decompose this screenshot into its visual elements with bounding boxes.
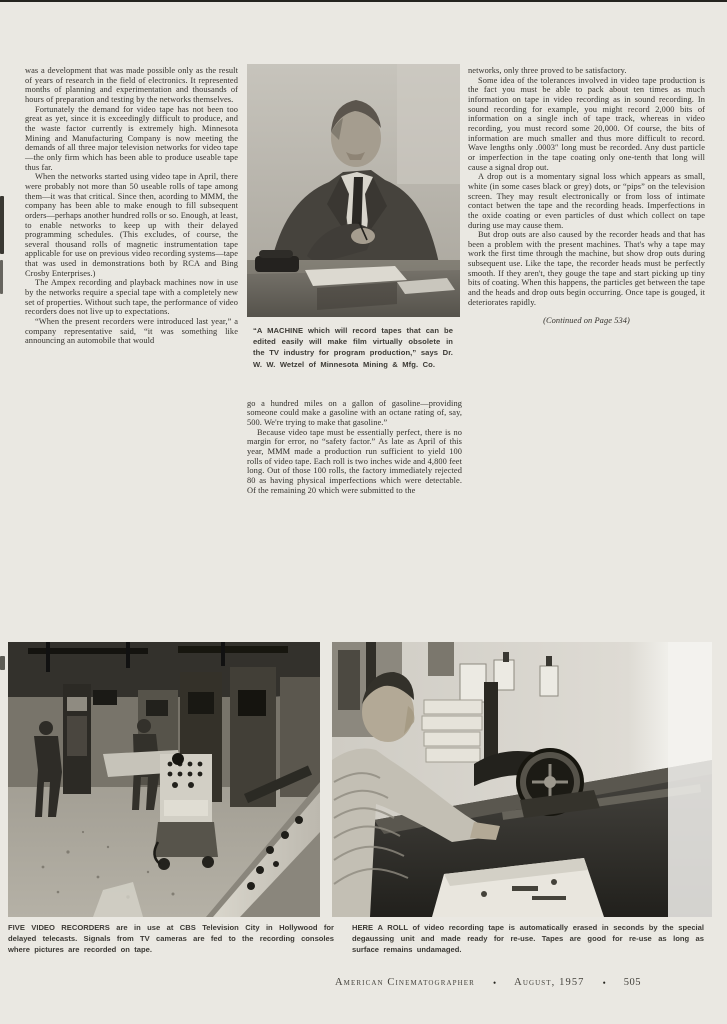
body-paragraph: was a development that was made possible only as the result of years of research in the field of electronics. It represented months of planning and experimentation and thousands of hours of preparation and testing by the networks themselves. xyxy=(25,66,238,104)
body-paragraph: When the networks started using video tape in April, there were probably not more than 50 useable rolls of tape among them—it was that critical. Since then, acording to MMM, the company has been able to make enough to fill subsequent orders—perhaps another hundred rolls or so. Enough, at least, to enable networks to keep up with their delayed programming schedules. (This excludes, of course, the several thousand rolls of magnetic instrumentation tape applicable for use on previous video recording systems—tape that was used in demonstrations both by RCA and Bing Crosby Enterprises.) xyxy=(25,172,238,278)
body-paragraph: A drop out is a momentary signal loss which appears as small, white (in some cases black or grey) dots, or “pips” on the television screen. They may result electronically or from loss of intimate contact betwen the tape and the recording heads. Imperfections in the oxide coating or even particles of dust which collect on tape during use may cause them. xyxy=(468,172,705,230)
body-paragraph: But drop outs are also caused by the recorder heads and that has been a problem with the present machines. That's why a tape may work the first time through the machine, but show drop outs during subsequent use. Like the tape, the recorder heads must be perfectly smooth. If they aren't, they gouge the tape and start picking up tiny bits of coating. When this happens, the particles get between the tape and the heads and drop outs begin occurring. Once tape is gouged, it deteriorates rapidly. xyxy=(468,230,705,307)
body-paragraph: Some idea of the tolerances involved in video tape production is the fact you must be able to pack about ten times as much information on tape in video recording as in sound recording. In sound recording for example, you might record 2,000 bits of information on a single inch of tape track, whereas in video recording, you must record some 20,000. Of course, the bits of information are much smaller and thus more difficult to record. Wave lengths only .0003″ long must be recorded. Any dust particle or imperfection in the tape coating only one-tenth that long will cause a signal drop out. xyxy=(468,75,705,172)
right-photo-caption: HERE A ROLL of video recording tape is automatically erased in seconds by the special degaussing unit and made ready for re-use. Tapes are good for re-use as long as surface remains undamaged. xyxy=(352,923,704,955)
portrait-photo-illustration xyxy=(247,64,460,317)
middle-column-body xyxy=(247,399,462,496)
body-paragraph: Because video tape must be essentially perfect, there is no margin for error, no “safety factor.” As late as April of this year, MMM made a production run sufficient to yield 100 rolls of video tape. Each roll is two inches wide and 4,800 feet long. Out of those 100 rolls, the factory immediately rejected 80 as having physical imperfections which were detectable. Of the remaining 20 which were submitted to the xyxy=(247,427,462,495)
issue-date: August, 1957 xyxy=(514,977,585,988)
scan-artifact xyxy=(0,656,5,670)
page-number: 505 xyxy=(623,977,641,988)
left-photo-caption: FIVE VIDEO RECORDERS are in use at CBS Television City in Hollywood for delayed telecasts. Signals from TV cameras are fed to the recording consoles where pictures are recorded on tape. xyxy=(8,923,334,955)
body-paragraph: go a hundred miles on a gallon of gasoline—providing someone could make a gasoline with an octane rating of, say, 500. We're trying to make that gasoline.” xyxy=(247,398,462,428)
body-paragraph: networks, only three proved to be satisfactory. xyxy=(468,66,627,75)
scan-artifact xyxy=(0,260,3,294)
scan-edge xyxy=(0,0,727,2)
journal-name: American Cinematographer xyxy=(335,977,475,988)
footer-separator: • xyxy=(602,977,606,988)
text-column-left xyxy=(25,66,238,346)
scan-artifact xyxy=(0,196,4,254)
body-paragraph: The Ampex recording and playback machines now in use by the networks require a special tape with a completely new set of properties. Without such tape, the performance of video recorders does not live up to expectations. xyxy=(25,278,238,317)
text-column-right xyxy=(468,66,705,326)
control-room-illustration xyxy=(8,642,320,917)
page-footer xyxy=(335,977,641,988)
body-paragraph: Fortunately the demand for video tape has not been too great as yet, since it is exceedingly difficult to produce, and the waste factor currently is extremely high. Minnesota Mining and Manufacturing Company is now meeting the demands of all three major television networks for video tape—the only firm which has been able to produce useable tape thus far. xyxy=(25,104,238,172)
tape-degaussing-photo xyxy=(332,642,712,917)
portrait-photo-wetzel xyxy=(247,64,460,317)
text-column-middle xyxy=(247,64,462,495)
footer-separator: • xyxy=(492,977,497,988)
degaussing-illustration xyxy=(332,642,712,917)
continued-on-page-note: (Continued on Page 534) xyxy=(543,316,630,326)
body-paragraph: “When the present recorders were introduced last year,” a company representative said, “it was something like announcing an automobile that would xyxy=(25,317,238,346)
cbs-control-room-photo xyxy=(8,642,320,917)
portrait-caption: “A MACHINE which will record tapes that can be edited easily will make film virtually obsolete in the TV industry for program production,” says Dr. W. W. Wetzel of Minnesota Mining & Mfg. Co. xyxy=(253,326,453,369)
